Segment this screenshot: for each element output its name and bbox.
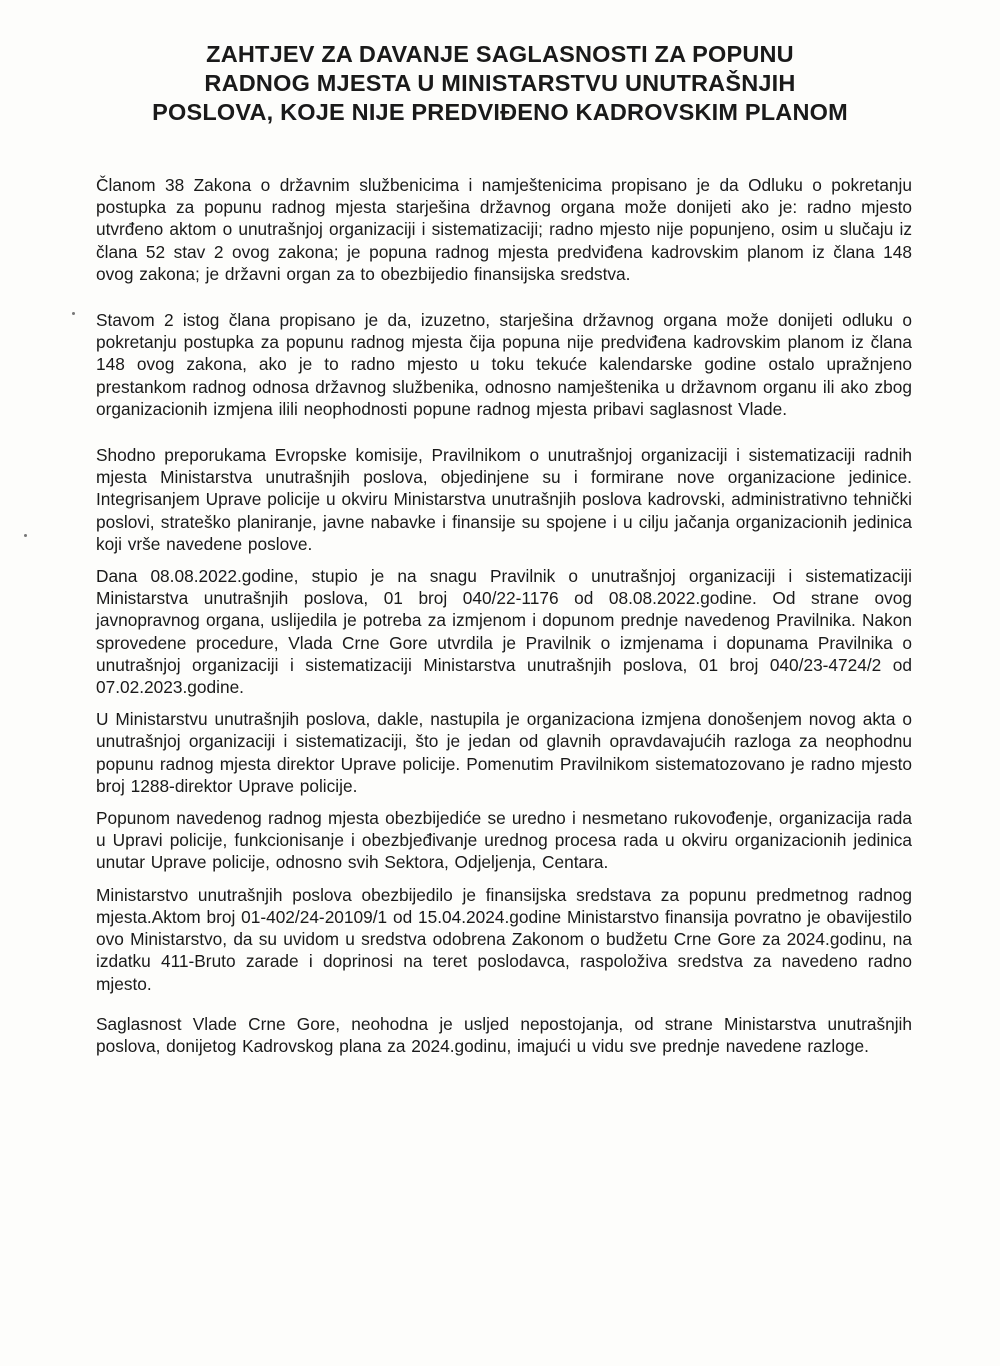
paragraph-organizational-change: U Ministarstvu unutrašnjih poslova, dakle, nastupila je organizaciona izmjena donošenjem novog akta o unutrašnjoj organizaciji i sistematizaciji, što je jedan od glavnih opravdavajućih razloga za neophodnu popunu radnog mjesta direktor Uprave policije. Pomenutim Pravilnikom sistematozovano je radno mjesto broj 1288-direktor Uprave policije. [96,709,912,796]
document-title: ZAHTJEV ZA DAVANJE SAGLASNOSTI ZA POPUNU RADNOG MJESTA U MINISTARSTVU UNUTRAŠNJIH POSLOVA, KOJE NIJE PREDVIĐENO KADROVSKIM PLANOM [152,41,848,125]
scan-speck [72,312,75,315]
paragraph-european-commission: Shodno preporukama Evropske komisije, Pravilnikom o unutrašnjoj organizaciji i sistematizaciji radnih mjesta Ministarstva unutrašnjih poslova, objedinjene su i formirane nove organizacione jedinice. Integrisanjem Uprave policije u okviru Ministarstva unutrašnjih poslova kadrovski, administrativno tehnički poslovi, strateško planiranje, javne nabavke i finansije su spojene i u cilju jačanja organizacionih jedinica koji vrše navedene poslove. [96,445,912,554]
paragraph-article-38: Članom 38 Zakona o državnim službenicima i namještenicima propisano je da Odluku o pokretanju postupka za popunu radnog mjesta starješina državnog organa može donijeti ako je: radno mjesto utvrđeno aktom o unutrašnjoj organizaciji i sistematizaciji; radno mjesto nije popunjeno, osim u slučaju iz člana 52 stav 2 ovog zakona; je popuna radnog mjesta predviđena kadrovskim planom iz člana 148 ovog zakona; je državni organ za to obezbijedio finansijska sredstva. [96,175,912,284]
paragraph-filling-position: Popunom navedenog radnog mjesta obezbijediće se uredno i nesmetano rukovođenje, organizacija rada u Upravi policije, funkcionisanje i obezbjeđivanje urednog procesa rada u okviru organizacionih jedinica unutar Uprave policije, odnosno svih Sektora, Odjeljenja, Centara. [96,808,912,873]
paragraph-financial-means: Ministarstvo unutrašnjih poslova obezbijedilo je finansijska sredstava za popunu predmetnog radnog mjesta.Aktom broj 01-402/24-20109/1 od 15.04.2024.godine Ministarstvo finansija povratno je obavijestilo ovo Ministarstvo, da su uvidom u sredstva odobrena Zakonom o budžetu Crne Gore za 2024.godinu, na izdatku 411-Bruto zarade i doprinosi na teret poslodavca, raspoloživa sredstva za navedeno radno mjesto. [96,884,912,994]
scan-speck [24,534,27,537]
document-body [96,174,912,1057]
paragraph-government-consent: Saglasnost Vlade Crne Gore, neohodna je usljed nepostojanja, od strane Ministarstva unutrašnjih poslova, donijetog Kadrovskog plana za 2024.godinu, imajući u vidu sve prednje navedene razloge. [96,1013,912,1056]
paragraph-paragraph-2: Stavom 2 istog člana propisano je da, izuzetno, starješina državnog organa može donijeti odluku o pokretanju postupka za popunu radnog mjesta čija popuna nije predviđena kadrovskim planom iz člana 148 ovog zakona, ako je to radno mjesto u toku tekuće kalendarske godine ostalo upražnjeno prestankom radnog odnosa državnog službenika, odnosno namještenika u državnom organu ili ako zbog organizacionih izmjena ilili neophodnosti popune radnog mjesta pribavi saglasnost Vlade. [96,310,912,419]
paragraph-rulebook-dates: Dana 08.08.2022.godine, stupio je na snagu Pravilnik o unutrašnjoj organizaciji i sistematizaciji Ministarstva unutrašnjih poslova, 01 broj 040/22-1176 od 08.08.2022.godine. Od strane ovog javnopravnog organa, uslijedila je potreba za izmjenom i dopunom prednje navedenog Pravilnika. Nakon sprovedene procedure, Vlada Crne Gore utvrdila je Pravilnik o izmjenama i dopunama Pravilnika o unutrašnjoj organizaciji i sistematizaciji Ministarstva unutrašnjih poslova, 01 broj 040/23-4724/2 od 07.02.2023.godine. [96,566,912,698]
